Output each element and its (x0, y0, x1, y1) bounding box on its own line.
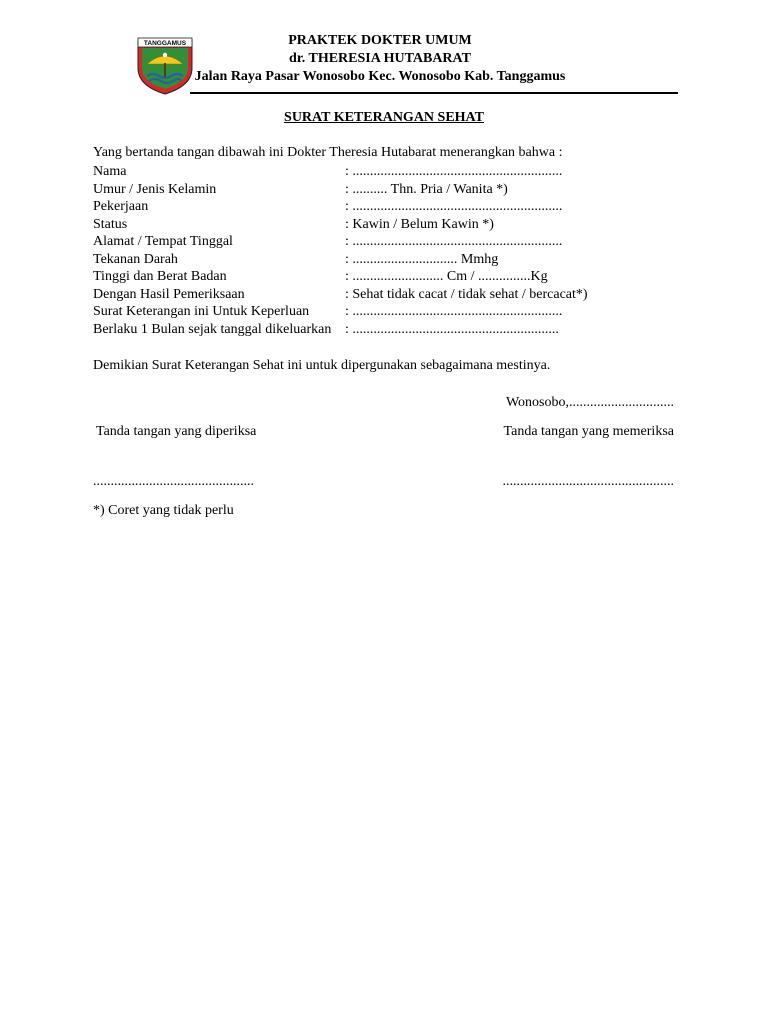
document-title: SURAT KETERANGAN SEHAT (284, 110, 484, 125)
field-value: : ........................................................... (345, 321, 559, 337)
letterhead-line-3: Jalan Raya Pasar Wonosobo Kec. Wonosobo Kab. Tanggamus (194, 69, 566, 84)
letterhead (180, 32, 580, 86)
field-label: Dengan Hasil Pemeriksaan (93, 286, 245, 302)
signature-examinee-label: Tanda tangan yang diperiksa (96, 424, 257, 439)
field-label: Nama (93, 164, 127, 179)
footnote: *) Coret yang tidak perlu (93, 503, 234, 518)
svg-text:TANGGAMUS: TANGGAMUS (143, 40, 187, 47)
field-label: Pekerjaan (93, 199, 149, 214)
field-label: Tekanan Darah (93, 251, 178, 267)
field-value: : ............................................................ (345, 304, 563, 319)
field-value: : Kawin / Belum Kawin *) (345, 216, 494, 232)
field-label: Status (93, 216, 128, 232)
field-value: : ............................................................ (345, 164, 563, 179)
field-value: : ............................................................ (345, 234, 563, 249)
signature-examinee-line: .............................................. (93, 474, 254, 489)
field-label: Tinggi dan Berat Badan (93, 269, 227, 284)
place-date: Wonosobo,.............................. (505, 395, 674, 410)
field-label: Umur / Jenis Kelamin (93, 181, 217, 197)
signature-examiner-line: ................................................. (502, 474, 674, 489)
field-value: : Sehat tidak cacat / tidak sehat / bercacat*) (345, 286, 588, 302)
field-value: : ............................................................ (345, 199, 563, 214)
letterhead-line-2: dr. THERESIA HUTABARAT (289, 51, 471, 66)
signature-examiner-label: Tanda tangan yang memeriksa (503, 424, 674, 439)
letterhead-line-1: PRAKTEK DOKTER UMUM (288, 33, 472, 48)
field-label: Alamat / Tempat Tinggal (93, 234, 233, 249)
field-value: : .......... Thn. Pria / Wanita *) (345, 181, 508, 197)
intro-text: Yang bertanda tangan dibawah ini Dokter Theresia Hutabarat menerangkan bahwa : (93, 145, 563, 160)
letterhead-divider (190, 92, 678, 94)
field-value: : .............................. Mmhg (345, 251, 499, 267)
closing-text: Demikian Surat Keterangan Sehat ini untuk dipergunakan sebagaimana mestinya. (93, 358, 551, 373)
field-label: Berlaku 1 Bulan sejak tanggal dikeluarkan (93, 321, 332, 337)
field-label: Surat Keterangan ini Untuk Keperluan (93, 304, 310, 319)
field-value: : .......................... Cm / ...............Kg (345, 269, 548, 284)
